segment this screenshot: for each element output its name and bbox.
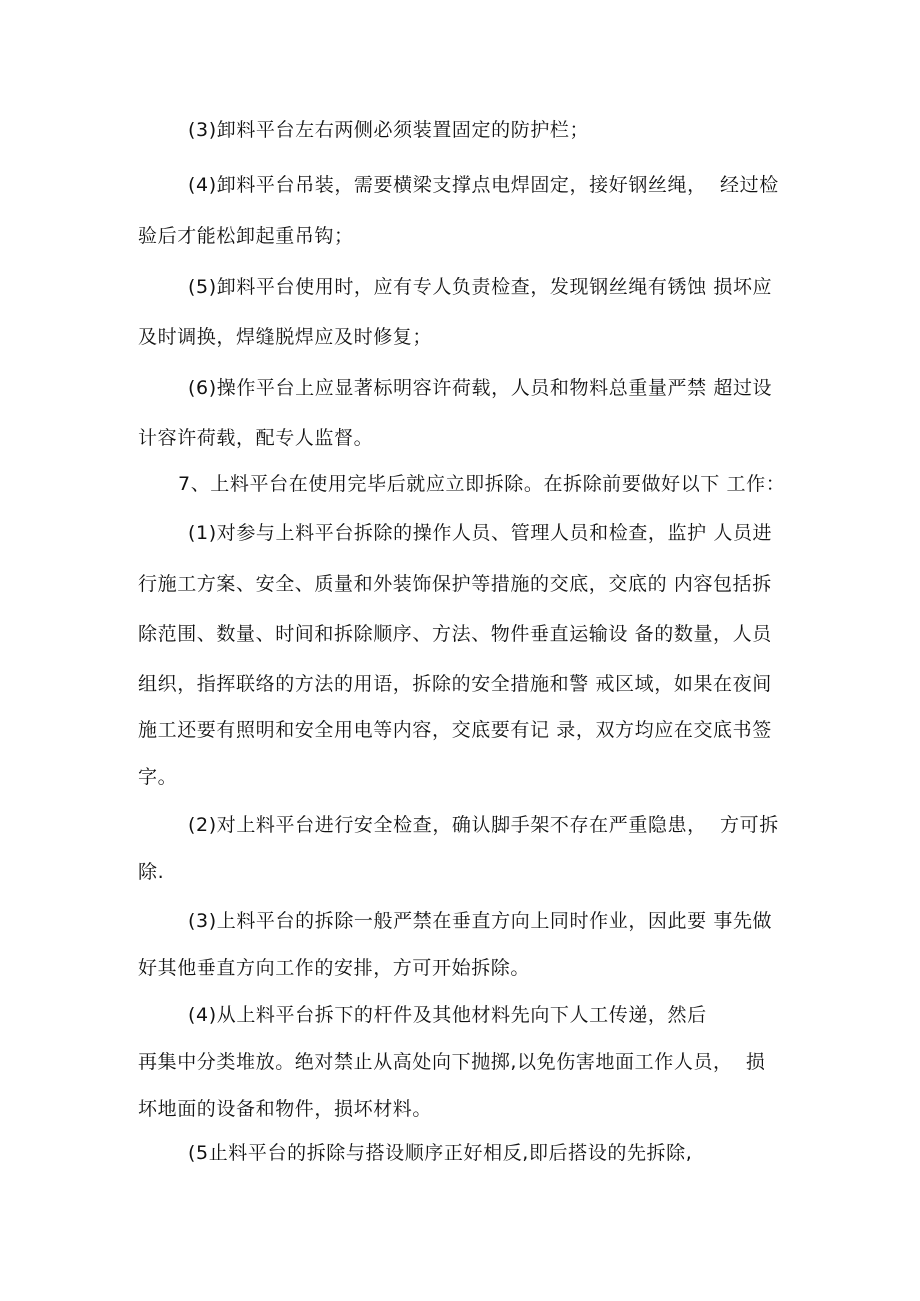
paragraph-line: 7、上料平台在使用完毕后就应立即拆除。在拆除前要做好以下 工作：	[178, 473, 786, 495]
paragraph-line: (5)卸料平台使用时，应有专人负责检查，发现钢丝绳有锈蚀 损坏应	[188, 276, 773, 298]
paragraph-line: 行施工方案、安全、质量和外装饰保护等措施的交底，交底的 内容包括拆	[138, 573, 772, 595]
paragraph-line: (4)卸料平台吊装，需要横梁支撑点电焊固定，接好钢丝绳， 经过检	[188, 174, 779, 196]
paragraph-line: 计容许荷载，配专人监督。	[138, 427, 374, 449]
paragraph-line: (6)操作平台上应显著标明容许荷载，人员和物料总重量严禁 超过设	[188, 377, 773, 399]
paragraph-line: (2)对上料平台进行安全检查，确认脚手架不存在严重隐患， 方可拆	[188, 814, 779, 836]
paragraph-line: (1)对参与上料平台拆除的操作人员、管理人员和检查，监护 人员进	[188, 522, 773, 544]
paragraph-line: (5止料平台的拆除与搭设顺序正好相反,即后搭设的先拆除,	[188, 1142, 693, 1164]
paragraph-line: 施工还要有照明和安全用电等内容，交底要有记 录，双方均应在交底书签	[138, 719, 772, 741]
paragraph-line: 及时调换，焊缝脱焊应及时修复；	[138, 326, 433, 348]
paragraph-line: (4)从上料平台拆下的杆件及其他材料先向下人工传递，然后	[188, 1004, 707, 1026]
paragraph-line: 组织，指挥联络的方法的用语，拆除的安全措施和警 戒区域，如果在夜间	[138, 673, 772, 695]
paragraph-line: 再集中分类堆放。绝对禁止从高处向下抛掷,以免伤害地面工作人员， 损	[138, 1051, 766, 1073]
paragraph-line: (3)上料平台的拆除一般严禁在垂直方向上同时作业，因此要 事先做	[188, 910, 773, 932]
paragraph-line: 坏地面的设备和物件，损坏材料。	[138, 1098, 433, 1120]
paragraph-line: 除.	[138, 861, 165, 883]
paragraph-line: 验后才能松卸起重吊钩；	[138, 225, 354, 247]
paragraph-line: (3)卸料平台左右两侧必须装置固定的防护栏；	[188, 119, 590, 141]
paragraph-line: 除范围、数量、时间和拆除顺序、方法、物件垂直运输设 备的数量，人员	[138, 623, 772, 645]
paragraph-line: 字。	[138, 766, 178, 788]
paragraph-line: 好其他垂直方向工作的安排，方可开始拆除。	[138, 957, 531, 979]
